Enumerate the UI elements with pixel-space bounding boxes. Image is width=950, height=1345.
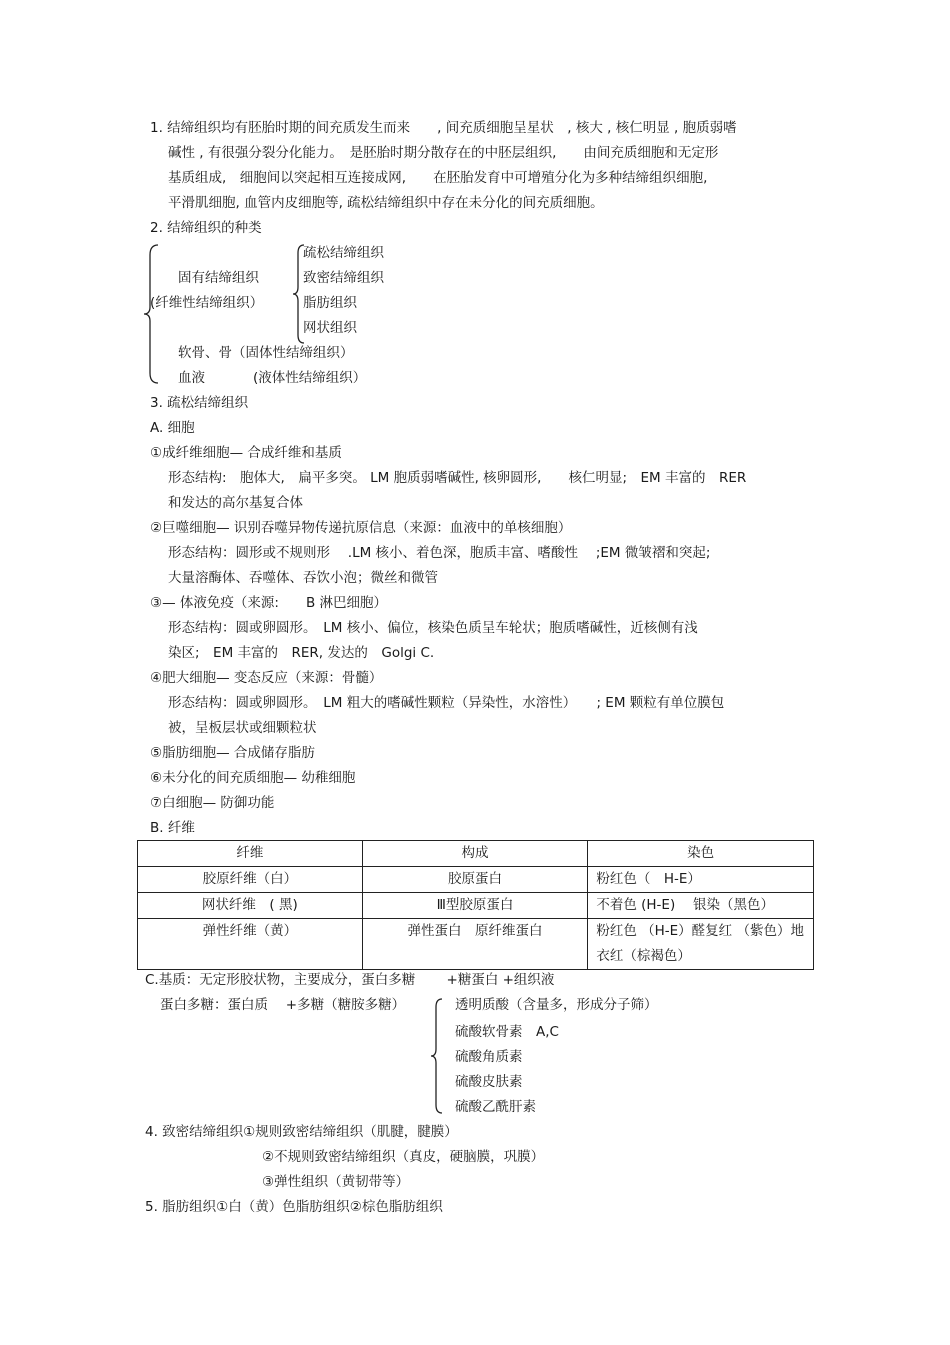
inherent-label: 固有结缔组织 <box>178 270 259 286</box>
cells-heading: A. 细胞 <box>150 420 195 436</box>
s1-line-2: 碱性 , 有很强分裂分化能力。 是胚胎时期分散存在的中胚层组织, 由间充质细胞和无定形 <box>168 145 719 161</box>
macrophage-desc-2: 大量溶酶体、吞噬体、吞饮小泡；微丝和微管 <box>168 570 438 586</box>
table-cell: Ⅲ型胶原蛋白 <box>362 893 588 919</box>
blood-label: 血液 <box>178 370 205 386</box>
mast-cell: ④肥大细胞— 变态反应（来源：骨髓） <box>150 670 383 686</box>
plasma-cell-desc-1: 形态结构：圆或卵圆形。 LM 核小、偏位，核染色质呈车轮状；胞质嗜碱性，近核侧有浅 <box>168 620 698 636</box>
table-cell: 粉红色（ H-E） <box>588 867 814 893</box>
table-row <box>138 919 814 970</box>
sub-type-reticular: 网状组织 <box>303 320 357 336</box>
s2-title: 2. 结缔组织的种类 <box>150 220 262 236</box>
mast-cell-desc-2: 被，呈板层状或细颗粒状 <box>168 720 317 736</box>
s1-line-1: 1. 结缔组织均有胚胎时期的间充质发生而来 , 间充质细胞呈星状 , 核大 , 核仁明显 , 胞质弱嗜 <box>150 120 737 136</box>
gag-item: 硫酸皮肤素 <box>455 1074 523 1090</box>
header-composition: 构成 <box>362 841 588 867</box>
inherent-sublabel: (纤维性结缔组织） <box>150 295 264 311</box>
cartilage-bone: 软骨、骨（固体性结缔组织） <box>178 345 354 361</box>
table-cell: 胶原蛋白 <box>362 867 588 893</box>
s5-line-1: 5. 脂肪组织①白（黄）色脂肪组织②棕色脂肪组织 <box>145 1199 443 1215</box>
s4-line-1: 4. 致密结缔组织①规则致密结缔组织（肌腱，腱膜） <box>145 1124 458 1140</box>
proteoglycan: 蛋白多糖：蛋白质 +多糖（糖胺多糖） <box>160 997 406 1013</box>
table-cell: 弹性蛋白 原纤维蛋白 <box>362 919 588 970</box>
mast-cell-desc-1: 形态结构：圆或卵圆形。 LM 粗大的嗜碱性颗粒（异染性，水溶性） ; EM 颗粒有单位膜包 <box>168 695 725 711</box>
sub-type-loose: 疏松结缔组织 <box>303 245 384 261</box>
plasma-cell: ③— 体液免疫（来源: B 淋巴细胞） <box>150 595 387 611</box>
header-staining: 染色 <box>588 841 814 867</box>
outer-brace <box>142 243 162 386</box>
table-cell: 弹性纤维（黄） <box>138 919 363 970</box>
gag-item: 硫酸乙酰肝素 <box>455 1099 536 1115</box>
ground-substance: C.基质：无定形胶状物，主要成分，蛋白多糖 +糖蛋白 +组织液 <box>145 972 555 988</box>
s1-line-3: 基质组成, 细胞间以突起相互连接成网, 在胚胎发育中可增殖分化为多种结缔组织细胞, <box>168 170 708 186</box>
s1-line-4: 平滑肌细胞, 血管内皮细胞等, 疏松结缔组织中存在未分化的间充质细胞。 <box>168 195 604 211</box>
header-fiber: 纤维 <box>138 841 363 867</box>
table-row <box>138 867 814 893</box>
fat-cell: ⑤脂肪细胞— 合成储存脂肪 <box>150 745 315 761</box>
table-row <box>138 893 814 919</box>
mesenchymal-cell: ⑥未分化的间充质细胞— 幼稚细胞 <box>150 770 356 786</box>
white-blood-cell: ⑦白细胞— 防御功能 <box>150 795 275 811</box>
macrophage: ②巨噬细胞— 识别吞噬异物传递抗原信息（来源：血液中的单核细胞） <box>150 520 572 536</box>
table-cell: 胶原纤维（白） <box>138 867 363 893</box>
fibers-heading: B. 纤维 <box>150 820 195 836</box>
fibroblast-desc-2: 和发达的高尔基复合体 <box>168 495 303 511</box>
fibroblast-desc-1: 形态结构: 胞体大, 扁平多突。 LM 胞质弱嗜碱性, 核卵圆形, 核仁明显; EM 丰富的 RER <box>168 470 747 486</box>
gag-brace <box>430 997 446 1117</box>
gag-item: 硫酸角质素 <box>455 1049 523 1065</box>
plasma-cell-desc-2: 染区; EM 丰富的 RER, 发达的 Golgi C. <box>168 645 435 661</box>
blood-type: (液体性结缔组织） <box>253 370 367 386</box>
sub-type-adipose: 脂肪组织 <box>303 295 357 311</box>
s4-line-2: ②不规则致密结缔组织（真皮，硬脑膜，巩膜） <box>262 1149 545 1165</box>
table-header-row <box>138 841 814 867</box>
macrophage-desc-1: 形态结构：圆形或不规则形 .LM 核小、着色深，胞质丰富、嗜酸性 ;EM 微皱褶和突起; <box>168 545 711 561</box>
s4-line-3: ③弹性组织（黄韧带等） <box>262 1174 410 1190</box>
gag-item: 透明质酸（含量多，形成分子筛） <box>455 997 658 1013</box>
fiber-table <box>137 840 814 970</box>
table-cell: 网状纤维 ( 黑) <box>138 893 363 919</box>
table-cell: 粉红色 （H-E）醛复红 （紫色）地衣红（棕褐色） <box>588 919 814 970</box>
fibroblast: ①成纤维细胞— 合成纤维和基质 <box>150 445 342 461</box>
gag-item: 硫酸软骨素 A,C <box>455 1024 559 1040</box>
table-cell: 不着色 (H-E) 银染（黑色） <box>588 893 814 919</box>
s3-title: 3. 疏松结缔组织 <box>150 395 249 411</box>
sub-type-dense: 致密结缔组织 <box>303 270 384 286</box>
